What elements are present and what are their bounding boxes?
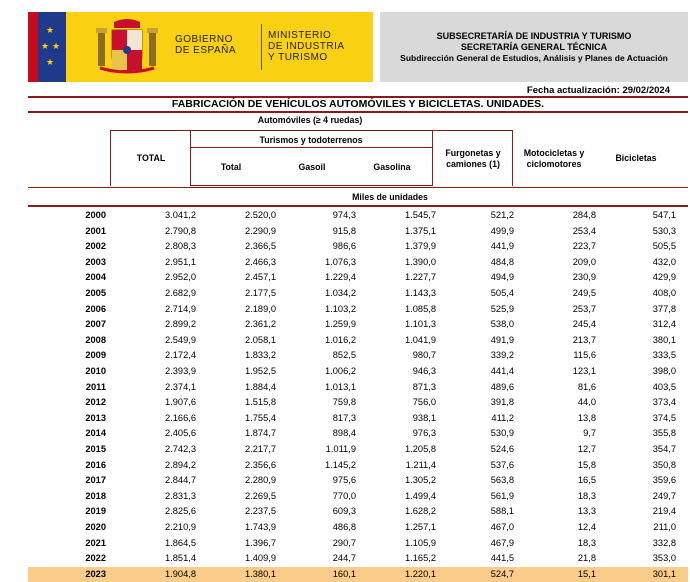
cell-gasoil: 1.016,2: [324, 334, 356, 345]
cell-motos: 249,5: [572, 288, 596, 298]
cell-gasoil: 1.034,2: [324, 288, 356, 298]
table-row: [28, 551, 688, 567]
cell-motos: 253,4: [572, 225, 596, 236]
cell-motos: 21,8: [577, 553, 596, 564]
cell-bicis: 398,0: [652, 366, 676, 376]
subsecretaria-box: [380, 12, 688, 82]
table-row: [28, 520, 688, 536]
cell-furgonetas: 489,6: [490, 381, 514, 392]
subdireccion-label: Subdirección General de Estudios, Análisis y Planes de Actuación: [400, 53, 668, 63]
cell-year: 2017: [85, 475, 106, 486]
cell-total: 2.899,2: [164, 319, 196, 330]
cell-motos: 13,3: [577, 506, 596, 517]
table-row: [28, 208, 688, 224]
cell-t_total: 1.755,4: [244, 412, 276, 423]
cell-gasoil: 1.011,9: [325, 444, 356, 454]
cell-gasoil: 1.076,3: [324, 256, 356, 267]
cell-t_total: 2.457,1: [244, 272, 276, 283]
cell-furgonetas: 524,6: [490, 444, 514, 454]
cell-total: 2.951,1: [164, 256, 196, 267]
cell-total: 2.210,9: [164, 522, 196, 532]
cell-gasolina: 871,3: [412, 381, 436, 392]
cell-year: 2016: [85, 459, 106, 470]
cell-bicis: 355,8: [652, 428, 676, 439]
gobierno-banner: [28, 12, 373, 82]
cell-bicis: 374,5: [652, 412, 676, 423]
cell-furgonetas: 524,7: [490, 568, 514, 579]
gasoil-header: Gasoil: [298, 162, 326, 172]
gasolina-header: Gasolina: [373, 162, 411, 172]
star-icon: ★: [46, 25, 55, 35]
cell-bicis: 333,5: [652, 350, 676, 361]
cell-bicis: 432,0: [652, 256, 676, 267]
cell-gasolina: 1.211,4: [405, 459, 436, 470]
table-row: [28, 286, 688, 302]
cell-total: 1.907,6: [164, 397, 196, 408]
cell-gasoil: 986,6: [332, 241, 356, 252]
cell-gasoil: 974,3: [332, 210, 356, 220]
cell-total: 2.742,3: [164, 444, 196, 454]
cell-gasoil: 759,8: [332, 397, 356, 408]
table-row: [28, 348, 688, 364]
table-row: [28, 255, 688, 271]
ministerio-text: MINISTERIO DE INDUSTRIA Y TURISMO: [268, 30, 345, 63]
secretaria-label: SECRETARÍA GENERAL TÉCNICA: [460, 42, 608, 52]
cell-total: 2.682,9: [164, 288, 196, 298]
cell-t_total: 1.743,9: [244, 522, 276, 532]
cell-t_total: 1.884,4: [244, 381, 276, 392]
cell-furgonetas: 391,8: [490, 397, 514, 408]
furgonetas-header: Furgonetas y camiones (1): [445, 148, 501, 169]
cell-gasolina: 1.227,7: [404, 272, 436, 283]
cell-bicis: 373,4: [652, 397, 676, 408]
cell-furgonetas: 588,1: [490, 506, 514, 517]
cell-bicis: 359,6: [652, 475, 676, 486]
cell-total: 2.894,2: [164, 459, 196, 470]
eu-spain-flag: [28, 12, 66, 82]
update-date: Fecha actualización: 29/02/2024: [526, 85, 670, 96]
table-row: [28, 504, 688, 520]
cell-year: 2010: [85, 366, 106, 376]
cell-gasoil: 486,8: [332, 522, 356, 532]
cell-gasolina: 938,1: [412, 412, 436, 423]
cell-motos: 245,4: [572, 319, 596, 330]
cell-total: 2.393,9: [164, 366, 196, 376]
header-bottom-rule: [28, 205, 688, 207]
cell-gasolina: 1.257,1: [404, 522, 436, 532]
cell-motos: 209,0: [572, 256, 596, 267]
cell-year: 2014: [85, 428, 106, 439]
cell-t_total: 2.290,9: [244, 225, 276, 236]
cell-total: 2.405,6: [164, 428, 196, 439]
cell-year: 2003: [85, 256, 106, 267]
cell-furgonetas: 521,2: [490, 210, 514, 220]
cell-furgonetas: 505,4: [490, 288, 514, 298]
cell-year: 2020: [85, 522, 106, 532]
table-row: [28, 567, 688, 582]
cell-t_total: 2.269,5: [244, 490, 276, 501]
cell-furgonetas: 467,9: [490, 537, 514, 548]
cell-bicis: 530,3: [652, 225, 676, 236]
table-row: [28, 458, 688, 474]
cell-motos: 123,1: [572, 366, 596, 376]
cell-year: 2008: [85, 334, 106, 345]
cell-gasoil: 1.103,2: [324, 303, 356, 314]
cell-furgonetas: 561,9: [490, 490, 514, 501]
cell-year: 2009: [85, 350, 106, 361]
cell-total: 2.166,6: [164, 412, 196, 423]
cell-motos: 213,7: [572, 334, 596, 345]
bicicletas-header: Bicicletas: [615, 153, 657, 163]
cell-year: 2005: [85, 288, 106, 298]
cell-total: 2.172,4: [164, 350, 196, 361]
table-row: [28, 536, 688, 552]
cell-bicis: 547,1: [652, 210, 676, 220]
cell-bicis: 403,5: [652, 381, 676, 392]
cell-furgonetas: 499,9: [490, 225, 514, 236]
cell-bicis: 354,7: [652, 444, 676, 454]
cell-furgonetas: 530,9: [490, 428, 514, 439]
cell-year: 2004: [85, 272, 106, 283]
cell-gasolina: 1.085,8: [404, 303, 436, 314]
cell-gasoil: 244,7: [332, 553, 356, 564]
cell-motos: 253,7: [572, 303, 596, 314]
cell-bicis: 249,7: [652, 490, 676, 501]
cell-motos: 284,8: [572, 210, 596, 220]
cell-gasolina: 1.105,9: [404, 537, 436, 548]
cell-motos: 13,8: [577, 412, 596, 423]
cell-gasoil: 817,3: [332, 412, 356, 423]
cell-year: 2023: [85, 568, 106, 579]
cell-total: 3.041,2: [164, 210, 196, 220]
coat-of-arms-icon: [92, 18, 162, 76]
cell-gasolina: 756,0: [412, 397, 436, 408]
table-row: [28, 380, 688, 396]
cell-bicis: 408,0: [652, 288, 676, 298]
cell-t_total: 2.217,7: [244, 444, 276, 454]
cell-furgonetas: 441,4: [490, 366, 514, 376]
cell-t_total: 1.396,7: [244, 537, 276, 548]
cell-gasolina: 1.545,7: [404, 210, 436, 220]
table-row: [28, 395, 688, 411]
cell-gasoil: 609,3: [332, 506, 356, 517]
table-row: [28, 270, 688, 286]
cell-gasolina: 1.220,1: [404, 568, 436, 579]
cell-bicis: 505,5: [652, 241, 676, 252]
cell-furgonetas: 537,6: [490, 459, 514, 470]
cell-gasoil: 975,6: [332, 475, 356, 486]
cell-gasolina: 976,3: [412, 428, 436, 439]
cell-total: 2.825,6: [164, 506, 196, 517]
cell-furgonetas: 441,5: [490, 553, 514, 564]
cell-total: 1.864,5: [164, 537, 196, 548]
table-row: [28, 411, 688, 427]
cell-year: 2000: [85, 210, 106, 220]
cell-year: 2007: [85, 319, 106, 330]
motocicletas-header: Motocicletas y ciclomotores: [523, 148, 585, 169]
title-rule: [28, 111, 688, 113]
cell-furgonetas: 339,2: [490, 350, 514, 361]
cell-motos: 15,8: [577, 459, 596, 470]
cell-bicis: 332,8: [652, 537, 676, 548]
cell-motos: 9,7: [583, 428, 596, 439]
cell-motos: 44,0: [577, 397, 596, 408]
page-title: FABRICACIÓN DE VEHÍCULOS AUTOMÓVILES Y BICICLETAS. UNIDADES.: [171, 98, 545, 110]
cell-t_total: 2.361,2: [244, 319, 276, 330]
cell-total: 2.374,1: [164, 381, 196, 392]
cell-t_total: 2.466,3: [244, 256, 276, 267]
cell-gasolina: 1.205,8: [404, 444, 436, 454]
cell-total: 2.808,3: [164, 241, 196, 252]
units-label: Miles de unidades: [352, 192, 428, 202]
table-row: [28, 442, 688, 458]
cell-year: 2001: [85, 225, 106, 236]
cell-t_total: 1.952,5: [244, 366, 276, 376]
subsecretaria-label: SUBSECRETARÍA DE INDUSTRIA Y TURISMO: [436, 31, 632, 41]
cell-t_total: 1.874,7: [244, 428, 276, 439]
cell-year: 2011: [85, 381, 106, 392]
cell-gasolina: 1.628,2: [404, 506, 436, 517]
cell-total: 2.831,3: [164, 490, 196, 501]
cell-t_total: 1.833,2: [244, 350, 276, 361]
cell-motos: 12,4: [577, 522, 596, 532]
cell-total: 1.904,8: [164, 568, 196, 579]
cell-total: 2.790,8: [164, 225, 196, 236]
cell-motos: 15,1: [577, 568, 596, 579]
cell-t_total: 1.380,1: [244, 568, 276, 579]
cell-t_total: 2.356,6: [244, 459, 276, 470]
cell-motos: 18,3: [577, 537, 596, 548]
cell-motos: 81,6: [577, 381, 596, 392]
cell-furgonetas: 484,8: [490, 256, 514, 267]
cell-gasoil: 1.229,4: [324, 272, 356, 283]
cell-bicis: 377,8: [652, 303, 676, 314]
cell-total: 2.714,9: [164, 303, 196, 314]
cell-furgonetas: 538,0: [490, 319, 514, 330]
gobierno-text: GOBIERNO DE ESPAÑA: [175, 34, 236, 56]
table-row: [28, 473, 688, 489]
cell-t_total: 2.177,5: [244, 288, 276, 298]
cell-year: 2019: [85, 506, 106, 517]
cell-bicis: 211,0: [653, 522, 676, 532]
table-row: [28, 333, 688, 349]
cell-total: 2.952,0: [164, 272, 196, 283]
automoviles-header: Automóviles (≥ 4 ruedas): [257, 115, 363, 125]
cell-t_total: 2.366,5: [244, 241, 276, 252]
cell-gasoil: 160,1: [332, 568, 356, 579]
cell-gasolina: 1.305,2: [404, 475, 436, 486]
cell-bicis: 429,9: [652, 272, 676, 283]
cell-motos: 230,9: [572, 272, 596, 283]
total-header: TOTAL: [136, 153, 166, 163]
cell-gasoil: 770,0: [332, 490, 356, 501]
cell-t_total: 1.515,8: [244, 397, 276, 408]
cell-furgonetas: 467,0: [490, 522, 514, 532]
cell-gasolina: 946,3: [412, 366, 436, 376]
table-row: [28, 364, 688, 380]
cell-motos: 115,6: [573, 350, 596, 361]
cell-motos: 12,7: [577, 444, 596, 454]
table-row: [28, 239, 688, 255]
table-row: [28, 426, 688, 442]
cell-year: 2021: [85, 537, 106, 548]
cell-furgonetas: 494,9: [490, 272, 514, 283]
cell-bicis: 301,1: [652, 568, 676, 579]
cell-gasolina: 1.390,0: [404, 256, 436, 267]
cell-gasolina: 980,7: [412, 350, 436, 361]
cell-furgonetas: 563,8: [490, 475, 514, 486]
cell-gasolina: 1.041,9: [404, 334, 436, 345]
table-row: [28, 302, 688, 318]
cell-furgonetas: 411,2: [491, 412, 514, 423]
cell-motos: 223,7: [572, 241, 596, 252]
star-icon: ★: [52, 41, 61, 51]
cell-furgonetas: 525,9: [490, 303, 514, 314]
cell-gasolina: 1.499,4: [404, 490, 436, 501]
cell-gasoil: 898,4: [332, 428, 356, 439]
cell-gasoil: 290,7: [332, 537, 356, 548]
cell-furgonetas: 491,9: [490, 334, 514, 345]
cell-total: 1.851,4: [164, 553, 196, 564]
cell-gasolina: 1.143,3: [404, 288, 436, 298]
cell-gasoil: 1.145,2: [324, 459, 356, 470]
cell-year: 2018: [85, 490, 106, 501]
cell-total: 2.844,7: [164, 475, 196, 486]
cell-year: 2013: [85, 412, 106, 423]
cell-bicis: 350,8: [652, 459, 676, 470]
cell-gasoil: 1.259,9: [324, 319, 356, 330]
cell-t_total: 2.237,5: [244, 506, 276, 517]
cell-year: 2022: [85, 553, 106, 564]
cell-bicis: 219,4: [652, 506, 676, 517]
cell-year: 2012: [85, 397, 106, 408]
cell-t_total: 2.058,1: [244, 334, 276, 345]
cell-t_total: 2.520,0: [244, 210, 276, 220]
cell-gasolina: 1.379,9: [404, 241, 436, 252]
table-row: [28, 317, 688, 333]
cell-t_total: 2.189,0: [244, 303, 276, 314]
cell-gasoil: 1.006,2: [324, 366, 356, 376]
cell-bicis: 353,0: [652, 553, 676, 564]
turismos-total-header: Total: [220, 162, 242, 172]
cell-t_total: 2.280,9: [244, 475, 276, 486]
cell-gasoil: 1.013,1: [324, 381, 356, 392]
cell-bicis: 380,1: [652, 334, 676, 345]
cell-gasolina: 1.165,2: [404, 553, 436, 564]
cell-t_total: 1.409,9: [244, 553, 276, 564]
cell-gasolina: 1.101,3: [404, 319, 436, 330]
cell-year: 2006: [85, 303, 106, 314]
table-row: [28, 489, 688, 505]
star-icon: ★: [46, 57, 55, 67]
cell-total: 2.549,9: [164, 334, 196, 345]
cell-year: 2002: [85, 241, 106, 252]
cell-furgonetas: 441,9: [490, 241, 514, 252]
cell-motos: 18,3: [577, 490, 596, 501]
cell-bicis: 312,4: [652, 319, 676, 330]
cell-gasoil: 915,8: [332, 225, 356, 236]
turismos-header: Turismos y todoterrenos: [259, 135, 363, 145]
cell-gasolina: 1.375,1: [404, 225, 436, 236]
table-row: [28, 224, 688, 240]
cell-year: 2015: [85, 444, 106, 454]
cell-motos: 16,5: [577, 475, 596, 486]
star-icon: ★: [41, 41, 50, 51]
cell-gasoil: 852,5: [332, 350, 356, 361]
